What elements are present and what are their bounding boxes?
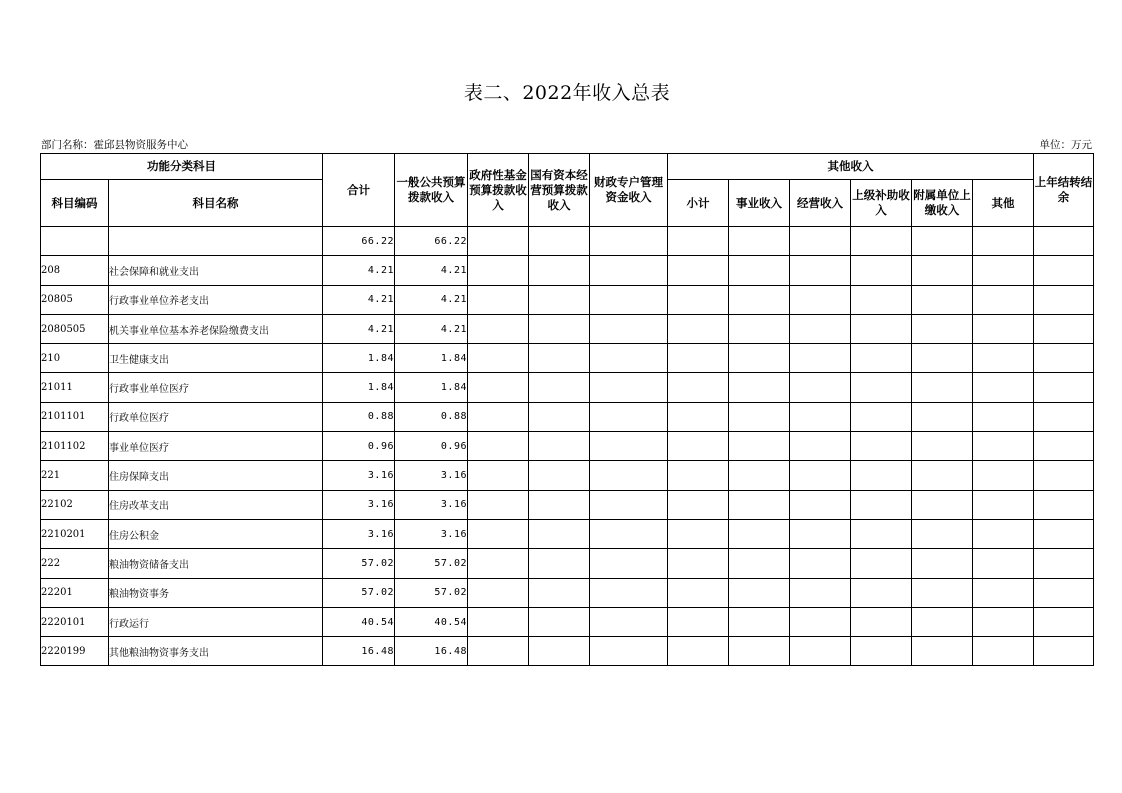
page-title: 表二、2022年收入总表	[463, 82, 671, 104]
table-row	[41, 227, 1094, 256]
row-general-budget: 0.96	[395, 432, 468, 461]
table-row	[41, 402, 1094, 431]
empty-cell	[529, 285, 590, 314]
table-row	[41, 519, 1094, 548]
empty-cell	[851, 344, 912, 373]
row-name: 住房保障支出	[109, 461, 323, 490]
header-code: 科目编码	[41, 180, 109, 227]
empty-cell	[590, 432, 668, 461]
row-total: 0.96	[323, 432, 395, 461]
empty-cell	[468, 314, 529, 343]
empty-cell	[1034, 519, 1094, 548]
empty-cell	[851, 549, 912, 578]
row-general-budget: 40.54	[395, 607, 468, 636]
empty-cell	[973, 637, 1034, 666]
row-name	[109, 227, 323, 256]
empty-cell	[790, 256, 851, 285]
empty-cell	[468, 285, 529, 314]
empty-cell	[973, 344, 1034, 373]
header-affiliated: 附属单位上缴收入	[912, 180, 973, 227]
empty-cell	[590, 549, 668, 578]
row-name: 卫生健康支出	[109, 344, 323, 373]
row-name: 社会保障和就业支出	[109, 256, 323, 285]
empty-cell	[668, 519, 729, 548]
table-row	[41, 578, 1094, 607]
empty-cell	[973, 578, 1034, 607]
row-code: 2220199	[41, 637, 109, 666]
empty-cell	[590, 461, 668, 490]
empty-cell	[790, 344, 851, 373]
empty-cell	[529, 314, 590, 343]
empty-cell	[1034, 373, 1094, 402]
empty-cell	[790, 578, 851, 607]
header-subtotal: 小计	[668, 180, 729, 227]
empty-cell	[790, 402, 851, 431]
empty-cell	[912, 637, 973, 666]
empty-cell	[973, 549, 1034, 578]
table-row	[41, 314, 1094, 343]
empty-cell	[529, 637, 590, 666]
row-total: 4.21	[323, 314, 395, 343]
row-code: 2101102	[41, 432, 109, 461]
table-row	[41, 549, 1094, 578]
empty-cell	[668, 461, 729, 490]
empty-cell	[790, 490, 851, 519]
row-code	[41, 227, 109, 256]
header-carryover: 上年结转结余	[1034, 154, 1094, 227]
empty-cell	[912, 344, 973, 373]
empty-cell	[529, 490, 590, 519]
empty-cell	[529, 373, 590, 402]
empty-cell	[912, 285, 973, 314]
empty-cell	[973, 607, 1034, 636]
row-total: 4.21	[323, 285, 395, 314]
empty-cell	[468, 607, 529, 636]
empty-cell	[851, 227, 912, 256]
empty-cell	[590, 519, 668, 548]
table-row	[41, 637, 1094, 666]
row-name: 机关事业单位基本养老保险缴费支出	[109, 314, 323, 343]
unit-label: 单位：万元	[1039, 139, 1092, 151]
empty-cell	[668, 344, 729, 373]
empty-cell	[590, 373, 668, 402]
empty-cell	[790, 549, 851, 578]
income-summary-table	[40, 153, 1094, 666]
row-code: 21011	[41, 373, 109, 402]
empty-cell	[529, 461, 590, 490]
header-general-budget: 一般公共预算拨款收入	[395, 154, 468, 227]
empty-cell	[468, 373, 529, 402]
row-name: 粮油物资事务	[109, 578, 323, 607]
empty-cell	[851, 373, 912, 402]
empty-cell	[912, 314, 973, 343]
empty-cell	[729, 227, 790, 256]
empty-cell	[1034, 402, 1094, 431]
empty-cell	[912, 461, 973, 490]
empty-cell	[1034, 490, 1094, 519]
empty-cell	[729, 402, 790, 431]
row-total: 57.02	[323, 549, 395, 578]
empty-cell	[468, 461, 529, 490]
empty-cell	[468, 227, 529, 256]
empty-cell	[790, 227, 851, 256]
empty-cell	[973, 314, 1034, 343]
empty-cell	[729, 256, 790, 285]
empty-cell	[529, 256, 590, 285]
empty-cell	[1034, 461, 1094, 490]
empty-cell	[590, 227, 668, 256]
row-code: 22102	[41, 490, 109, 519]
empty-cell	[1034, 344, 1094, 373]
empty-cell	[468, 637, 529, 666]
header-name: 科目名称	[109, 180, 323, 227]
row-name: 其他粮油物资事务支出	[109, 637, 323, 666]
row-total: 3.16	[323, 461, 395, 490]
empty-cell	[851, 432, 912, 461]
empty-cell	[468, 402, 529, 431]
table-row	[41, 607, 1094, 636]
empty-cell	[973, 373, 1034, 402]
empty-cell	[668, 373, 729, 402]
empty-cell	[973, 490, 1034, 519]
empty-cell	[468, 256, 529, 285]
header-upper-subsidy: 上级补助收入	[851, 180, 912, 227]
empty-cell	[668, 578, 729, 607]
row-general-budget: 4.21	[395, 285, 468, 314]
empty-cell	[668, 549, 729, 578]
row-code: 221	[41, 461, 109, 490]
row-general-budget: 1.84	[395, 344, 468, 373]
empty-cell	[668, 314, 729, 343]
table-row	[41, 490, 1094, 519]
empty-cell	[851, 256, 912, 285]
empty-cell	[468, 344, 529, 373]
empty-cell	[590, 285, 668, 314]
empty-cell	[973, 285, 1034, 314]
empty-cell	[1034, 432, 1094, 461]
empty-cell	[851, 461, 912, 490]
row-total: 40.54	[323, 607, 395, 636]
header-business: 事业收入	[729, 180, 790, 227]
empty-cell	[851, 578, 912, 607]
empty-cell	[1034, 607, 1094, 636]
row-name: 住房公积金	[109, 519, 323, 548]
row-total: 3.16	[323, 490, 395, 519]
empty-cell	[851, 490, 912, 519]
row-name: 行政运行	[109, 607, 323, 636]
table-row	[41, 461, 1094, 490]
row-general-budget: 3.16	[395, 519, 468, 548]
row-name: 粮油物资储备支出	[109, 549, 323, 578]
header-gov-fund: 政府性基金预算拨款收入	[468, 154, 529, 227]
empty-cell	[668, 227, 729, 256]
empty-cell	[1034, 314, 1094, 343]
row-total: 16.48	[323, 637, 395, 666]
empty-cell	[529, 578, 590, 607]
row-code: 22201	[41, 578, 109, 607]
empty-cell	[729, 344, 790, 373]
row-name: 事业单位医疗	[109, 432, 323, 461]
empty-cell	[590, 637, 668, 666]
empty-cell	[668, 490, 729, 519]
empty-cell	[912, 432, 973, 461]
row-name: 住房改革支出	[109, 490, 323, 519]
empty-cell	[590, 344, 668, 373]
empty-cell	[668, 432, 729, 461]
empty-cell	[729, 549, 790, 578]
header-state-capital: 国有资本经营预算拨款收入	[529, 154, 590, 227]
empty-cell	[912, 256, 973, 285]
row-name: 行政事业单位医疗	[109, 373, 323, 402]
header-special-fund: 财政专户管理资金收入	[590, 154, 668, 227]
row-name: 行政事业单位养老支出	[109, 285, 323, 314]
table-row	[41, 373, 1094, 402]
empty-cell	[912, 227, 973, 256]
empty-cell	[1034, 285, 1094, 314]
empty-cell	[973, 227, 1034, 256]
empty-cell	[729, 519, 790, 548]
empty-cell	[590, 402, 668, 431]
empty-cell	[668, 607, 729, 636]
table-row	[41, 344, 1094, 373]
empty-cell	[973, 461, 1034, 490]
empty-cell	[790, 637, 851, 666]
table-body	[41, 227, 1094, 666]
empty-cell	[1034, 637, 1094, 666]
row-total: 1.84	[323, 373, 395, 402]
empty-cell	[668, 256, 729, 285]
empty-cell	[529, 402, 590, 431]
empty-cell	[912, 607, 973, 636]
table-row	[41, 432, 1094, 461]
empty-cell	[1034, 549, 1094, 578]
empty-cell	[1034, 578, 1094, 607]
empty-cell	[468, 432, 529, 461]
empty-cell	[851, 519, 912, 548]
empty-cell	[468, 519, 529, 548]
row-code: 2101101	[41, 402, 109, 431]
row-general-budget: 57.02	[395, 578, 468, 607]
empty-cell	[529, 344, 590, 373]
row-total: 3.16	[323, 519, 395, 548]
empty-cell	[790, 373, 851, 402]
empty-cell	[590, 256, 668, 285]
empty-cell	[729, 314, 790, 343]
empty-cell	[912, 402, 973, 431]
empty-cell	[590, 607, 668, 636]
header-func-group: 功能分类科目	[41, 154, 323, 180]
empty-cell	[912, 490, 973, 519]
header-operating: 经营收入	[790, 180, 851, 227]
row-code: 222	[41, 549, 109, 578]
row-total: 0.88	[323, 402, 395, 431]
empty-cell	[851, 637, 912, 666]
row-total: 4.21	[323, 256, 395, 285]
empty-cell	[973, 432, 1034, 461]
empty-cell	[790, 285, 851, 314]
header-total: 合计	[323, 154, 395, 227]
row-general-budget: 66.22	[395, 227, 468, 256]
empty-cell	[912, 549, 973, 578]
empty-cell	[790, 314, 851, 343]
empty-cell	[912, 519, 973, 548]
row-code: 2210201	[41, 519, 109, 548]
empty-cell	[790, 607, 851, 636]
empty-cell	[973, 256, 1034, 285]
header-other: 其他	[973, 180, 1034, 227]
row-general-budget: 0.88	[395, 402, 468, 431]
row-general-budget: 3.16	[395, 461, 468, 490]
empty-cell	[1034, 227, 1094, 256]
table-row	[41, 256, 1094, 285]
empty-cell	[790, 519, 851, 548]
row-general-budget: 4.21	[395, 256, 468, 285]
row-total: 66.22	[323, 227, 395, 256]
empty-cell	[729, 285, 790, 314]
empty-cell	[529, 519, 590, 548]
empty-cell	[590, 578, 668, 607]
empty-cell	[729, 432, 790, 461]
empty-cell	[529, 432, 590, 461]
empty-cell	[851, 402, 912, 431]
empty-cell	[790, 461, 851, 490]
row-code: 20805	[41, 285, 109, 314]
empty-cell	[912, 578, 973, 607]
empty-cell	[529, 549, 590, 578]
empty-cell	[851, 607, 912, 636]
row-general-budget: 57.02	[395, 549, 468, 578]
empty-cell	[590, 490, 668, 519]
row-general-budget: 1.84	[395, 373, 468, 402]
empty-cell	[973, 402, 1034, 431]
row-total: 1.84	[323, 344, 395, 373]
header-other-group: 其他收入	[668, 154, 1034, 180]
empty-cell	[529, 607, 590, 636]
empty-cell	[729, 578, 790, 607]
empty-cell	[668, 285, 729, 314]
empty-cell	[729, 490, 790, 519]
department-label: 部门名称：霍邱县物资服务中心	[41, 139, 188, 151]
row-general-budget: 4.21	[395, 314, 468, 343]
row-code: 208	[41, 256, 109, 285]
empty-cell	[790, 432, 851, 461]
empty-cell	[468, 490, 529, 519]
empty-cell	[912, 373, 973, 402]
row-name: 行政单位医疗	[109, 402, 323, 431]
empty-cell	[468, 549, 529, 578]
empty-cell	[729, 461, 790, 490]
row-code: 2220101	[41, 607, 109, 636]
empty-cell	[468, 578, 529, 607]
row-general-budget: 16.48	[395, 637, 468, 666]
empty-cell	[973, 519, 1034, 548]
row-total: 57.02	[323, 578, 395, 607]
empty-cell	[729, 607, 790, 636]
empty-cell	[590, 314, 668, 343]
empty-cell	[668, 402, 729, 431]
table-row	[41, 285, 1094, 314]
empty-cell	[668, 637, 729, 666]
row-general-budget: 3.16	[395, 490, 468, 519]
empty-cell	[1034, 256, 1094, 285]
empty-cell	[729, 637, 790, 666]
empty-cell	[529, 227, 590, 256]
empty-cell	[851, 314, 912, 343]
row-code: 2080505	[41, 314, 109, 343]
row-code: 210	[41, 344, 109, 373]
empty-cell	[729, 373, 790, 402]
empty-cell	[851, 285, 912, 314]
